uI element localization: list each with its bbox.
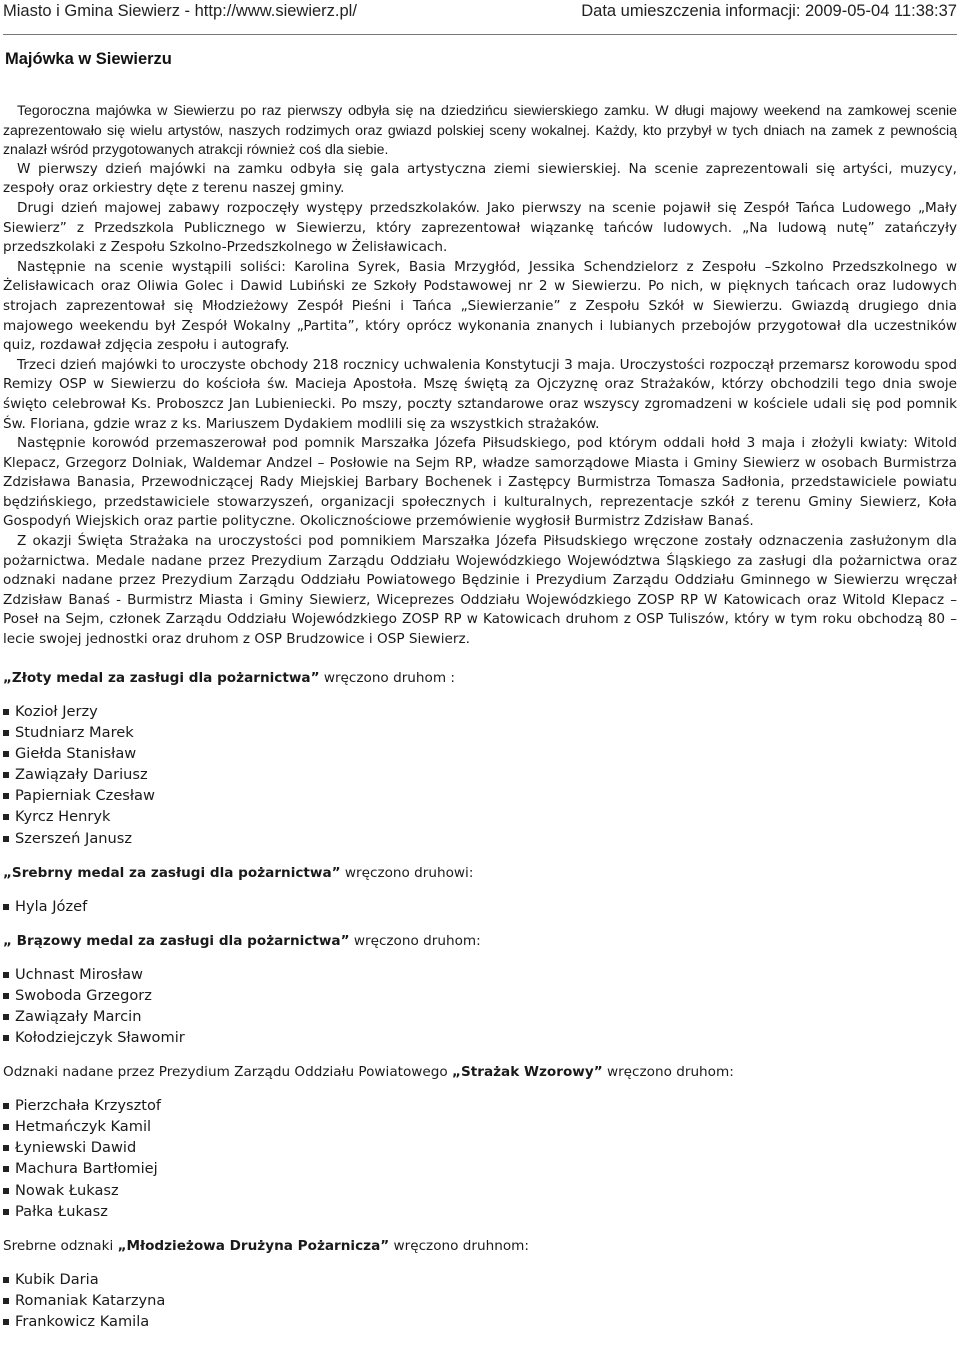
article-paragraph: Następnie na scenie wystąpili soliści: Karolina Syrek, Basia Mrzygłód, Jessika Schendzielorz z Zespołu –Szkolno Przedszkolnego w Żelisławicach oraz Oliwia Golec i Dawid Lubiński ze Szkoły Podstawowej nr 2 w Siewierzu. Po nich, w pięknych tańcach oraz ludowych strojach zaprezentował się Młodzieżowy Zespół Pieśni i Tańca „Siewierzanie” z Zespołu Szkół w Siewierzu. Gwiazdą drugiego dnia majowego weekendu był Zespół Wokalny „Partita”, który oprócz wykonania znanych i lubianych przebojów przygotował dla uczestników quiz, rozdawał zdjęcia zespołu i autografy. xyxy=(3,258,957,354)
list-item: Nowak Łukasz xyxy=(3,1180,957,1201)
list-item: Pałka Łukasz xyxy=(3,1201,957,1222)
award-name: „Złoty medal za zasługi dla pożarnictwa” xyxy=(3,670,320,686)
award-prefix: Odznaki nadane przez Prezydium Zarządu Oddziału Powiatowego xyxy=(3,1064,453,1081)
recipient-list xyxy=(3,701,957,849)
award-prefix: Srebrne odznaki xyxy=(3,1237,118,1254)
article-paragraph: Drugi dzień majowej zabawy rozpoczęły występy przedszkolaków. Jako pierwszy na scenie pojawił się Zespół Tańca Ludowego „Mały Siewierz” z Przedszkola Publicznego w Siewierzu, który zaprezentował wiązankę tańców ludowych. „Na ludową nutę” zatańczyły przedszkolaki z Zespołu Szkolno-Przedszkolnego w Żelisławicach. xyxy=(3,199,957,256)
recipient-list xyxy=(3,1095,957,1222)
list-item: Zawiązały Marcin xyxy=(3,1006,957,1027)
award-name: „Strażak Wzorowy” xyxy=(452,1064,603,1081)
article-paragraph: Tegoroczna majówka w Siewierzu po raz pierwszy odbyła się na dziedzińcu siewierskiego zamku. W długi majowy weekend na zamkowej scenie zaprezentowało się wielu artystów, naszych rodzimych oraz gwiazd polskiej sceny wokalnej. Każdy, kto przybył w tych dniach na zamek z pewnością znalazł wśród przygotowanych atrakcji również coś dla siebie. xyxy=(3,102,957,158)
list-item: Pierzchała Krzysztof xyxy=(3,1095,957,1116)
article-title: Majówka w Siewierzu xyxy=(5,50,172,68)
list-item: Swoboda Grzegorz xyxy=(3,985,957,1006)
recipient-list xyxy=(3,964,957,1048)
award-name: „ Brązowy medal za zasługi dla pożarnictwa” xyxy=(3,932,350,949)
award-name: „Młodzieżowa Drużyna Pożarnicza” xyxy=(117,1237,390,1254)
award-heading xyxy=(3,1060,957,1084)
site-link[interactable]: Miasto i Gmina Siewierz - http://www.siewierz.pl/ xyxy=(3,2,357,20)
list-item: Szerszeń Janusz xyxy=(3,828,957,849)
list-item: Kubik Daria xyxy=(3,1269,957,1290)
list-item: Łyniewski Dawid xyxy=(3,1137,957,1158)
article-paragraph: Następnie korowód przemaszerował pod pomnik Marszałka Józefa Piłsudskiego, pod którym oddali hołd 3 maja i złożyli kwiaty: Witold Klepacz, Grzegorz Dolniak, Waldemar Andzel – Posłowie na Sejm RP, władze samorządowe Miasta i Gminy Siewierz w osobach Burmistrza Zdzisława Banasia, Przewodniczącej Rady Miejskiej Barbary Bochenek i Zastępcy Burmistrza Tomasza Sadłonia, przedstawiciele powiatu będzińskiego, przedstawiciele stowarzyszeń, organizacji społecznych i kulturalnych, reprezentacje szkół z terenu Gminy Siewierz, Koła Gospodyń Wiejskich oraz partie polityczne. Okolicznościowe przemówienie wygłosił Burmistrz Zdzisław Banaś. xyxy=(3,435,957,530)
awards-section xyxy=(3,666,957,1332)
list-item: Zawiązały Dariusz xyxy=(3,764,957,785)
award-suffix: wręczono druhom: xyxy=(602,1064,734,1081)
award-suffix: wręczono druhom: xyxy=(349,932,481,949)
list-item: Papierniak Czesław xyxy=(3,785,957,806)
award-heading xyxy=(3,929,957,953)
list-item: Hyla Józef xyxy=(3,896,957,917)
award-heading xyxy=(3,1234,957,1258)
list-item: Studniarz Marek xyxy=(3,722,957,743)
award-suffix: wręczono druhom : xyxy=(319,670,455,686)
page-header xyxy=(3,0,957,35)
article-paragraph: Z okazji Święta Strażaka na uroczystości pod pomnikiem Marszałka Józefa Piłsudskiego wręczone zostały odznaczenia zasłużonym dla pożarnictwa. Medale nadane przez Prezydium Zarządu Oddziału Wojewódzkiego Województwa Śląskiego za zasługi dla pożarnictwa oraz odznaki nadane przez Prezydium Zarządu Oddziału Powiatowego Będzinie i Prezydium Zarządu Oddziału Gminnego w Siewierzu wręczał Zdzisław Banaś - Burmistrz Miasta i Gminy Siewierz, Wiceprezes Oddziału Wojewódzkiego ZOSP RP W Katowicach oraz Witold Klepacz – Poseł na Sejm, członek Zarządu Oddziału Wojewódzkiego ZOSP RP w Katowicach druhom z OSP Tuliszów, który w tym roku obchodzą 80 – lecie swojej jednostki oraz druhom z OSP Brudzowice i OSP Siewierz. xyxy=(3,533,957,648)
list-item: Romaniak Katarzyna xyxy=(3,1290,957,1311)
award-name: „Srebrny medal za zasługi dla pożarnictwa” xyxy=(3,864,341,881)
list-item: Kyrcz Henryk xyxy=(3,806,957,827)
list-item: Kozioł Jerzy xyxy=(3,701,957,722)
recipient-list xyxy=(3,896,957,917)
article-paragraph: W pierwszy dzień majówki na zamku odbyła się gala artystyczna ziemi siewierskiej. Na scenie zaprezentowali się artyści, muzycy, zespoły oraz orkiestry dęte z terenu naszej gminy. xyxy=(3,160,957,197)
recipient-list xyxy=(3,1269,957,1332)
list-item: Hetmańczyk Kamil xyxy=(3,1116,957,1137)
article-paragraph: Trzeci dzień majówki to uroczyste obchody 218 rocznicy uchwalenia Konstytucji 3 maja. Uroczystości rozpoczął przemarsz korowodu spod Remizy OSP w Siewierzu do kościoła św. Macieja Apostoła. Mszę świętą za Ojczyznę oraz Strażaków, którzy obchodzili tego dnia swoje święto celebrował Ks. Proboszcz Jan Lubieniecki. Po mszy, poczty sztandarowe oraz wszyscy zgromadzeni w kościele udali się pod pomnik Św. Floriana, gdzie wraz z ks. Mariuszem Dydakiem modlili się za wszystkich strażaków. xyxy=(3,356,957,432)
list-item: Uchnast Mirosław xyxy=(3,964,957,985)
list-item: Kołodziejczyk Sławomir xyxy=(3,1027,957,1048)
award-suffix: wręczono druhowi: xyxy=(340,864,474,881)
publication-date: Data umieszczenia informacji: 2009-05-04 11:38:37 xyxy=(581,2,957,20)
award-heading xyxy=(3,666,957,690)
award-heading xyxy=(3,861,957,885)
article-body xyxy=(3,101,957,650)
list-item: Frankowicz Kamila xyxy=(3,1311,957,1332)
list-item: Machura Bartłomiej xyxy=(3,1158,957,1179)
award-suffix: wręczono druhnom: xyxy=(389,1237,529,1254)
list-item: Giełda Stanisław xyxy=(3,743,957,764)
